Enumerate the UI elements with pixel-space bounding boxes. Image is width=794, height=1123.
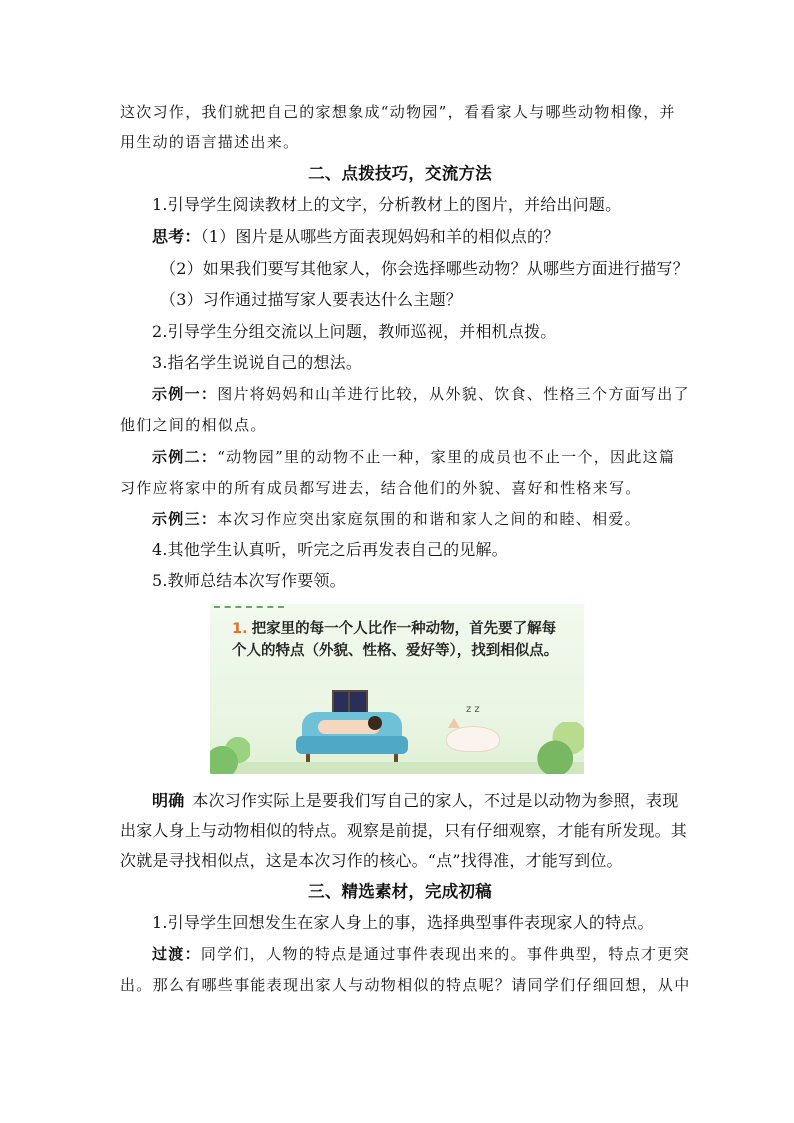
transition-text: 同学们，人物的特点是通过事件表现出来的。事件典型，特点才更突 xyxy=(200,945,690,963)
sofa-seat xyxy=(296,736,408,754)
para-line: 2.引导学生分组交流以上问题，教师巡视，并相机点拨。 xyxy=(152,322,557,341)
example-line: 他们之间的相似点。 xyxy=(120,416,267,434)
transition-line: 出。那么有哪些事能表现出家人与动物相似的特点呢？请同学们仔细回想，从中 xyxy=(120,976,691,994)
clarify-line xyxy=(152,790,712,812)
think-question: （2）如果我们要写其他家人，你会选择哪些动物？从哪些方面进行描写？ xyxy=(160,259,689,278)
plant-icon xyxy=(210,734,250,774)
para-line: 1.引导学生回想发生在家人身上的事，选择典型事件表现家人的特点。 xyxy=(152,913,654,932)
section-heading: 二、点拨技巧，交流方法 xyxy=(308,164,492,183)
slide-dash xyxy=(214,606,284,608)
person-head xyxy=(368,716,382,730)
slide-body: 把家里的每一个人比作一种动物，首先要了解每个人的特点（外貌、性格、爱好等），找到相似点。 xyxy=(232,621,559,659)
plant-icon xyxy=(536,722,584,774)
sofa-leg xyxy=(394,754,398,762)
sofa-leg xyxy=(306,754,310,762)
example-line xyxy=(152,383,712,405)
transition-label: 过渡： xyxy=(152,945,201,963)
example-label: 示例二： xyxy=(152,448,218,466)
para-line: 5.教师总结本次写作要领。 xyxy=(152,571,346,590)
example-label: 示例三： xyxy=(152,510,218,528)
example-text: 本次习作应突出家庭氛围的和谐和家人之间的和睦、相爱。 xyxy=(217,510,642,528)
floor xyxy=(210,762,584,774)
transition-line xyxy=(152,943,712,965)
para-line: 3.指名学生说说自己的想法。 xyxy=(152,353,363,372)
para-line: 4.其他学生认真听，听完之后再发表自己的见解。 xyxy=(152,540,508,559)
clarify-label: 明确 xyxy=(152,791,185,810)
think-question: （1）图片是从哪些方面表现妈妈和羊的相似点的？ xyxy=(200,227,560,246)
section-heading: 三、精选素材，完成初稿 xyxy=(308,882,492,901)
example-text: 图片将妈妈和山羊进行比较，从外貌、饮食、性格三个方面写出了 xyxy=(217,385,690,403)
para-line: 1.引导学生阅读教材上的文字，分析教材上的图片，并给出问题。 xyxy=(152,195,622,214)
para-line: 这次习作，我们就把自己的家想象成“动物园”，看看家人与哪些动物相像，并 xyxy=(120,103,676,121)
example-line xyxy=(152,508,712,530)
slide-number: 1. xyxy=(232,621,248,637)
sleep-zzz: z z xyxy=(466,704,480,715)
think-label: 思考： xyxy=(152,227,201,246)
example-line xyxy=(152,446,712,468)
example-text: “动物园”里的动物不止一种，家里的成员也不止一个，因此这篇 xyxy=(217,448,676,466)
example-label: 示例一： xyxy=(152,385,218,403)
slide-image xyxy=(210,604,584,774)
clarify-line: 次就是寻找相似点，这是本次习作的核心。“点”找得准，才能写到位。 xyxy=(120,851,623,870)
think-question: （3）习作通过描写家人要表达什么主题？ xyxy=(160,290,462,309)
example-line: 习作应将家中的所有成员都写进去，结合他们的外貌、喜好和性格来写。 xyxy=(120,479,642,497)
think-line xyxy=(152,226,712,248)
cat-ear xyxy=(448,718,460,728)
clarify-text: 本次习作实际上是要我们写自己的家人，不过是以动物为参照，表现 xyxy=(192,791,679,810)
clarify-line: 出家人身上与动物相似的特点。观察是前提，只有仔细观察，才能有所发现。其 xyxy=(120,821,688,840)
slide-text xyxy=(232,618,562,662)
para-line: 用生动的语言描述出来。 xyxy=(120,133,300,151)
cat-icon xyxy=(446,726,500,752)
